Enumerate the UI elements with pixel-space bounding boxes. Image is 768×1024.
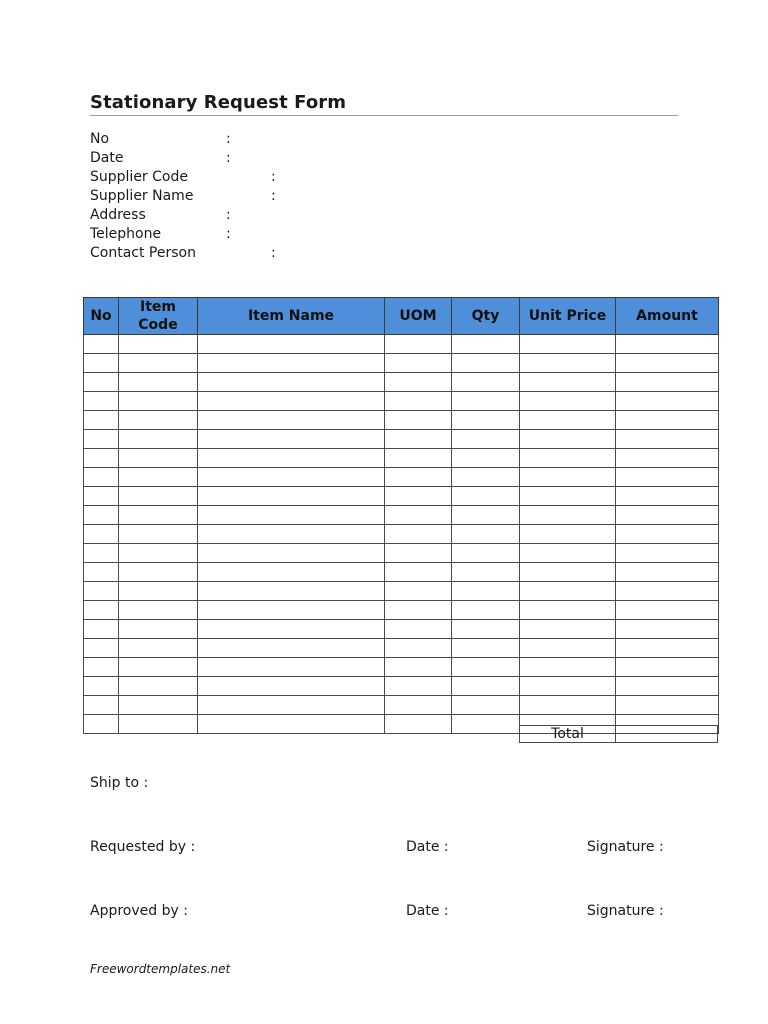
table-cell[interactable] bbox=[385, 601, 452, 620]
field-label-no: No bbox=[90, 131, 110, 147]
table-cell[interactable] bbox=[198, 430, 385, 449]
table-cell[interactable] bbox=[385, 468, 452, 487]
table-cell[interactable] bbox=[452, 506, 520, 525]
table-cell[interactable] bbox=[616, 639, 719, 658]
table-cell[interactable] bbox=[119, 468, 198, 487]
table-cell[interactable] bbox=[452, 468, 520, 487]
table-cell[interactable] bbox=[520, 411, 616, 430]
table-cell[interactable] bbox=[385, 487, 452, 506]
table-cell[interactable] bbox=[198, 582, 385, 601]
table-cell[interactable] bbox=[616, 392, 719, 411]
table-cell[interactable] bbox=[520, 563, 616, 582]
table-cell[interactable] bbox=[119, 696, 198, 715]
table-cell[interactable] bbox=[119, 449, 198, 468]
table-cell[interactable] bbox=[119, 658, 198, 677]
table-cell[interactable] bbox=[520, 620, 616, 639]
table-cell[interactable] bbox=[385, 335, 452, 354]
approved-date-label: Date : bbox=[406, 903, 449, 919]
table-cell[interactable] bbox=[84, 696, 119, 715]
table-row bbox=[84, 677, 719, 696]
requested-by-label: Requested by : bbox=[90, 839, 196, 855]
table-cell[interactable] bbox=[198, 506, 385, 525]
table-cell[interactable] bbox=[84, 449, 119, 468]
field-separator-no: : bbox=[226, 131, 231, 147]
table-cell[interactable] bbox=[84, 639, 119, 658]
table-cell[interactable] bbox=[520, 392, 616, 411]
table-cell[interactable] bbox=[452, 392, 520, 411]
table-cell[interactable] bbox=[520, 468, 616, 487]
table-cell[interactable] bbox=[520, 601, 616, 620]
items-table bbox=[83, 297, 719, 734]
table-row bbox=[84, 601, 719, 620]
table-cell[interactable] bbox=[119, 487, 198, 506]
header-item-code: Item Code bbox=[119, 298, 198, 335]
table-cell[interactable] bbox=[452, 544, 520, 563]
table-row bbox=[84, 449, 719, 468]
table-cell[interactable] bbox=[119, 354, 198, 373]
table-row bbox=[84, 373, 719, 392]
table-row bbox=[84, 582, 719, 601]
approved-by-label: Approved by : bbox=[90, 903, 188, 919]
table-cell[interactable] bbox=[520, 335, 616, 354]
table-cell[interactable] bbox=[452, 373, 520, 392]
table-cell[interactable] bbox=[616, 468, 719, 487]
table-cell[interactable] bbox=[385, 506, 452, 525]
total-amount-cell[interactable] bbox=[615, 725, 718, 743]
table-cell[interactable] bbox=[198, 392, 385, 411]
table-cell[interactable] bbox=[616, 677, 719, 696]
table-cell[interactable] bbox=[385, 392, 452, 411]
table-cell[interactable] bbox=[452, 658, 520, 677]
table-row bbox=[84, 620, 719, 639]
table-cell[interactable] bbox=[198, 487, 385, 506]
table-cell[interactable] bbox=[452, 335, 520, 354]
table-cell[interactable] bbox=[616, 449, 719, 468]
table-row bbox=[84, 506, 719, 525]
table-cell[interactable] bbox=[198, 658, 385, 677]
table-cell[interactable] bbox=[452, 696, 520, 715]
table-cell[interactable] bbox=[198, 525, 385, 544]
table-header-row bbox=[84, 298, 719, 335]
table-cell[interactable] bbox=[119, 715, 198, 734]
table-cell[interactable] bbox=[198, 449, 385, 468]
table-cell[interactable] bbox=[520, 696, 616, 715]
table-cell[interactable] bbox=[119, 506, 198, 525]
table-cell[interactable] bbox=[452, 620, 520, 639]
table-cell[interactable] bbox=[520, 677, 616, 696]
table-cell[interactable] bbox=[198, 373, 385, 392]
table-row bbox=[84, 430, 719, 449]
header-unit-price: Unit Price bbox=[520, 298, 616, 335]
items-table-body bbox=[84, 335, 719, 734]
table-cell[interactable] bbox=[385, 525, 452, 544]
field-separator-supplier-code: : bbox=[271, 169, 276, 185]
table-cell[interactable] bbox=[452, 411, 520, 430]
table-cell[interactable] bbox=[616, 525, 719, 544]
table-cell[interactable] bbox=[452, 525, 520, 544]
table-cell[interactable] bbox=[84, 373, 119, 392]
field-separator-address: : bbox=[226, 207, 231, 223]
total-label: Total bbox=[519, 725, 615, 743]
table-cell[interactable] bbox=[198, 411, 385, 430]
table-cell[interactable] bbox=[520, 487, 616, 506]
table-cell[interactable] bbox=[385, 620, 452, 639]
table-cell[interactable] bbox=[616, 696, 719, 715]
table-cell[interactable] bbox=[385, 563, 452, 582]
table-row bbox=[84, 658, 719, 677]
table-cell[interactable] bbox=[119, 525, 198, 544]
table-cell[interactable] bbox=[520, 639, 616, 658]
table-cell[interactable] bbox=[385, 639, 452, 658]
table-cell[interactable] bbox=[198, 696, 385, 715]
table-cell[interactable] bbox=[616, 582, 719, 601]
table-cell[interactable] bbox=[84, 392, 119, 411]
table-cell[interactable] bbox=[616, 487, 719, 506]
table-cell[interactable] bbox=[198, 335, 385, 354]
header-uom: UOM bbox=[385, 298, 452, 335]
field-separator-supplier-name: : bbox=[271, 188, 276, 204]
table-cell[interactable] bbox=[119, 620, 198, 639]
table-cell[interactable] bbox=[84, 430, 119, 449]
table-cell[interactable] bbox=[198, 468, 385, 487]
field-label-supplier-code: Supplier Code bbox=[90, 169, 188, 185]
table-row bbox=[84, 639, 719, 658]
table-cell[interactable] bbox=[119, 601, 198, 620]
table-cell[interactable] bbox=[616, 544, 719, 563]
table-row bbox=[84, 525, 719, 544]
table-cell[interactable] bbox=[84, 335, 119, 354]
table-cell[interactable] bbox=[520, 544, 616, 563]
title-divider bbox=[90, 115, 678, 116]
table-cell[interactable] bbox=[520, 354, 616, 373]
table-row bbox=[84, 487, 719, 506]
table-cell[interactable] bbox=[119, 563, 198, 582]
table-cell[interactable] bbox=[84, 506, 119, 525]
table-cell[interactable] bbox=[452, 582, 520, 601]
table-row bbox=[84, 544, 719, 563]
table-cell[interactable] bbox=[84, 468, 119, 487]
table-cell[interactable] bbox=[452, 487, 520, 506]
table-cell[interactable] bbox=[119, 373, 198, 392]
header-qty: Qty bbox=[452, 298, 520, 335]
table-cell[interactable] bbox=[198, 601, 385, 620]
table-cell[interactable] bbox=[520, 582, 616, 601]
table-cell[interactable] bbox=[385, 430, 452, 449]
table-cell[interactable] bbox=[119, 639, 198, 658]
table-cell[interactable] bbox=[520, 373, 616, 392]
table-cell[interactable] bbox=[385, 544, 452, 563]
table-row bbox=[84, 335, 719, 354]
table-cell[interactable] bbox=[84, 354, 119, 373]
table-cell[interactable] bbox=[616, 658, 719, 677]
table-cell[interactable] bbox=[119, 411, 198, 430]
table-cell[interactable] bbox=[84, 601, 119, 620]
table-cell[interactable] bbox=[616, 354, 719, 373]
table-cell[interactable] bbox=[119, 430, 198, 449]
field-label-date: Date bbox=[90, 150, 124, 166]
requested-date-label: Date : bbox=[406, 839, 449, 855]
table-cell[interactable] bbox=[520, 506, 616, 525]
field-separator-contact-person: : bbox=[271, 245, 276, 261]
table-cell[interactable] bbox=[520, 525, 616, 544]
table-cell[interactable] bbox=[452, 639, 520, 658]
table-cell[interactable] bbox=[616, 620, 719, 639]
table-cell[interactable] bbox=[119, 582, 198, 601]
table-cell[interactable] bbox=[520, 449, 616, 468]
header-no: No bbox=[84, 298, 119, 335]
table-cell[interactable] bbox=[520, 430, 616, 449]
table-cell[interactable] bbox=[198, 354, 385, 373]
table-cell[interactable] bbox=[198, 544, 385, 563]
table-cell[interactable] bbox=[84, 525, 119, 544]
table-row bbox=[84, 696, 719, 715]
table-cell[interactable] bbox=[198, 677, 385, 696]
table-cell[interactable] bbox=[452, 563, 520, 582]
approved-signature-label: Signature : bbox=[587, 903, 664, 919]
requested-signature-label: Signature : bbox=[587, 839, 664, 855]
table-cell[interactable] bbox=[119, 544, 198, 563]
header-amount: Amount bbox=[616, 298, 719, 335]
table-row bbox=[84, 563, 719, 582]
table-cell[interactable] bbox=[84, 411, 119, 430]
table-cell[interactable] bbox=[616, 411, 719, 430]
table-cell[interactable] bbox=[385, 354, 452, 373]
table-cell[interactable] bbox=[452, 449, 520, 468]
table-cell[interactable] bbox=[84, 487, 119, 506]
table-row bbox=[84, 411, 719, 430]
field-label-supplier-name: Supplier Name bbox=[90, 188, 194, 204]
table-cell[interactable] bbox=[452, 677, 520, 696]
table-cell[interactable] bbox=[616, 430, 719, 449]
table-cell[interactable] bbox=[452, 354, 520, 373]
table-cell[interactable] bbox=[84, 658, 119, 677]
table-cell[interactable] bbox=[385, 677, 452, 696]
table-cell[interactable] bbox=[198, 639, 385, 658]
table-cell[interactable] bbox=[452, 715, 520, 734]
table-cell[interactable] bbox=[385, 582, 452, 601]
ship-to-label: Ship to : bbox=[90, 775, 149, 791]
table-cell[interactable] bbox=[84, 620, 119, 639]
table-cell[interactable] bbox=[385, 373, 452, 392]
field-label-telephone: Telephone bbox=[90, 226, 162, 242]
table-row bbox=[84, 468, 719, 487]
field-label-address: Address bbox=[90, 207, 146, 223]
table-cell[interactable] bbox=[616, 506, 719, 525]
table-cell[interactable] bbox=[84, 563, 119, 582]
table-cell[interactable] bbox=[119, 392, 198, 411]
table-cell[interactable] bbox=[385, 449, 452, 468]
table-cell[interactable] bbox=[198, 715, 385, 734]
table-cell[interactable] bbox=[452, 601, 520, 620]
field-label-contact-person: Contact Person bbox=[90, 245, 196, 261]
table-cell[interactable] bbox=[84, 677, 119, 696]
table-cell[interactable] bbox=[198, 620, 385, 639]
table-row bbox=[84, 392, 719, 411]
table-cell[interactable] bbox=[84, 715, 119, 734]
table-cell[interactable] bbox=[385, 715, 452, 734]
table-row bbox=[84, 354, 719, 373]
table-cell[interactable] bbox=[198, 563, 385, 582]
table-cell[interactable] bbox=[385, 658, 452, 677]
table-cell[interactable] bbox=[616, 563, 719, 582]
table-cell[interactable] bbox=[385, 411, 452, 430]
table-cell[interactable] bbox=[520, 658, 616, 677]
table-cell[interactable] bbox=[84, 582, 119, 601]
table-cell[interactable] bbox=[616, 335, 719, 354]
page-title: Stationary Request Form bbox=[90, 92, 347, 113]
table-cell[interactable] bbox=[119, 335, 198, 354]
table-cell[interactable] bbox=[452, 430, 520, 449]
footer-credit: Freewordtemplates.net bbox=[90, 962, 231, 976]
table-cell[interactable] bbox=[119, 677, 198, 696]
header-item-name: Item Name bbox=[198, 298, 385, 335]
table-cell[interactable] bbox=[616, 373, 719, 392]
table-cell[interactable] bbox=[84, 544, 119, 563]
table-cell[interactable] bbox=[385, 696, 452, 715]
field-separator-telephone: : bbox=[226, 226, 231, 242]
table-cell[interactable] bbox=[616, 601, 719, 620]
field-separator-date: : bbox=[226, 150, 231, 166]
